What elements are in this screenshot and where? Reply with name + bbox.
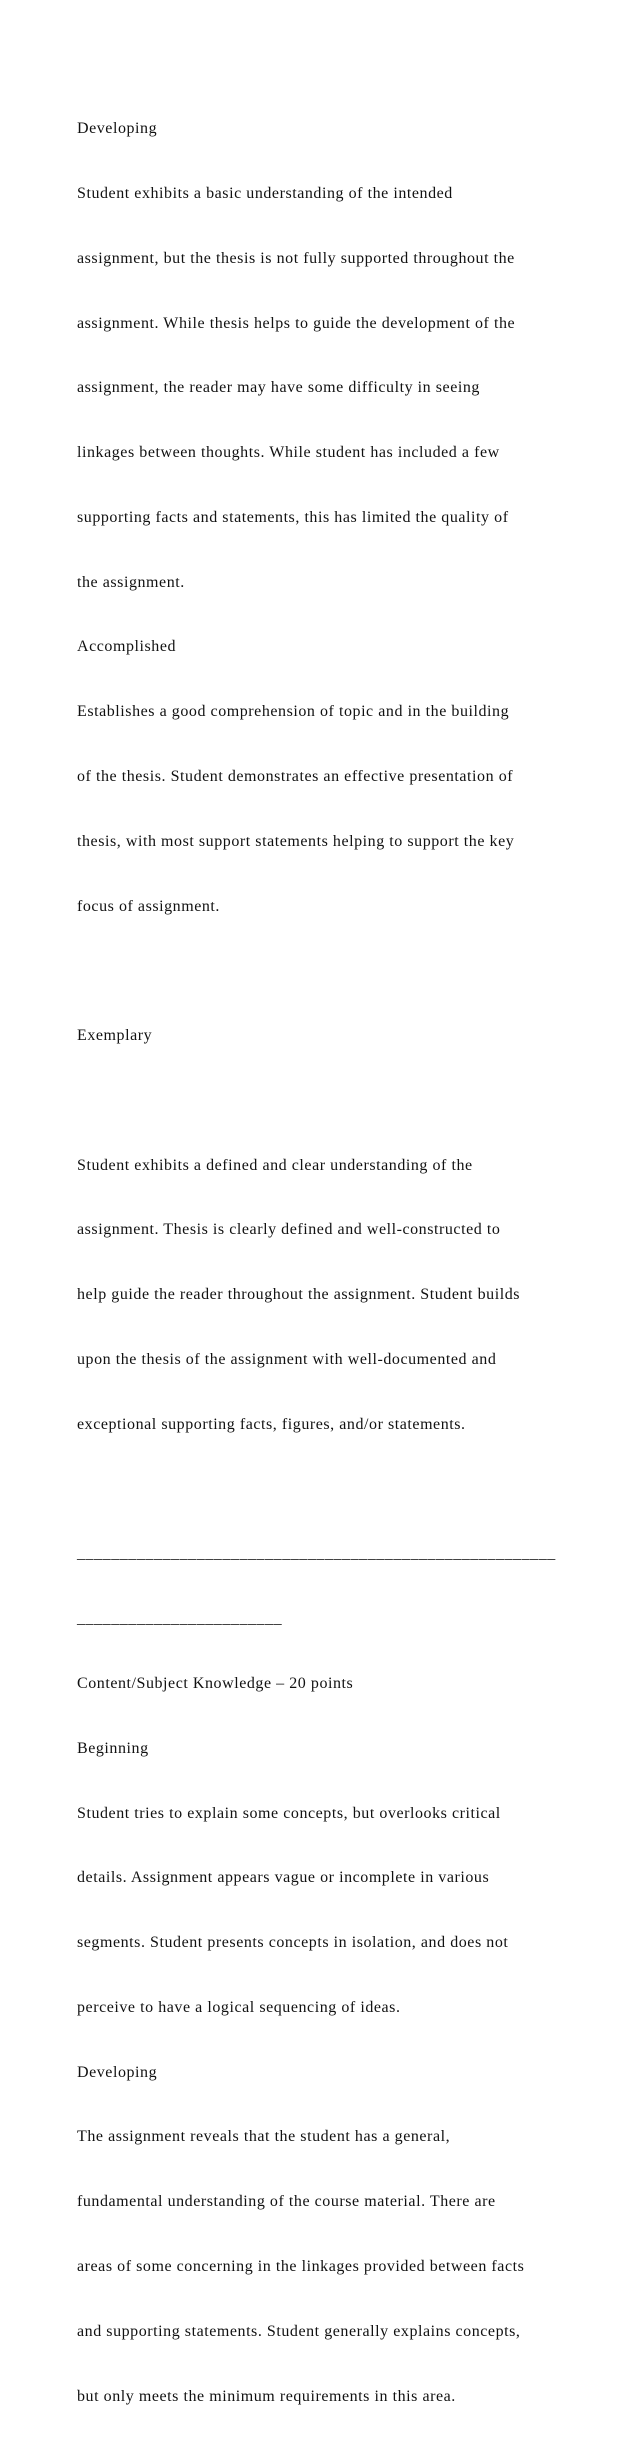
text-line: Establishes a good comprehension of topic and in the building [77, 703, 510, 721]
text-line: perceive to have a logical sequencing of ideas. [77, 1998, 401, 2016]
text-line: upon the thesis of the assignment with well-documented and [77, 1351, 497, 1369]
text-line: areas of some concerning in the linkages provided between facts [77, 2257, 525, 2275]
text-line: of the thesis. Student demonstrates an effective presentation of [77, 768, 514, 785]
text-line: focus of assignment. [77, 897, 220, 915]
text-line: and supporting statements. Student generally explains concepts, [77, 2322, 521, 2340]
text-line: Student tries to explain some concepts, but overlooks critical [77, 1804, 501, 1822]
text-line: details. Assignment appears vague or incomplete in various [77, 1869, 490, 1887]
heading-developing: Developing [77, 120, 158, 138]
text-line: help guide the reader throughout the assignment. Student builds [77, 1286, 521, 1304]
text-line: linkages between thoughts. While student has included a few [77, 444, 500, 462]
section-title: Content/Subject Knowledge – 20 points [77, 1674, 354, 1692]
separator-line: ________________________ [77, 1610, 283, 1628]
text-line: assignment, the reader may have some difficulty in seeing [77, 379, 480, 397]
document-body [77, 75, 577, 2450]
text-line: assignment, but the thesis is not fully supported throughout the [77, 249, 515, 267]
text-line: supporting facts and statements, this has limited the quality of [77, 508, 509, 526]
heading-exemplary: Exemplary [77, 1027, 153, 1045]
heading-developing: Developing [77, 2063, 158, 2081]
heading-accomplished: Accomplished [77, 638, 177, 656]
text-line: assignment. Thesis is clearly defined and well-constructed to [77, 1221, 501, 1239]
blank-line [77, 1090, 577, 1112]
separator-line: ________________________________________________________ [77, 1545, 556, 1563]
text-line: thesis, with most support statements helping to support the key [77, 832, 515, 850]
text-line: Student exhibits a basic understanding of the intended [77, 184, 453, 202]
text-line: but only meets the minimum requirements in this area. [77, 2387, 456, 2405]
blank-line [77, 960, 577, 982]
text-line: Student exhibits a defined and clear understanding of the [77, 1156, 473, 1174]
heading-beginning: Beginning [77, 1739, 149, 1757]
blank-line [77, 1479, 577, 1501]
text-line: assignment. While thesis helps to guide the development of the [77, 314, 516, 332]
text-line: The assignment reveals that the student has a general, [77, 2128, 451, 2146]
text-line: fundamental understanding of the course material. There are [77, 2193, 496, 2211]
text-line: exceptional supporting facts, figures, and/or statements. [77, 1415, 466, 1433]
text-line: segments. Student presents concepts in isolation, and does not [77, 1934, 509, 1952]
text-line: the assignment. [77, 573, 185, 591]
